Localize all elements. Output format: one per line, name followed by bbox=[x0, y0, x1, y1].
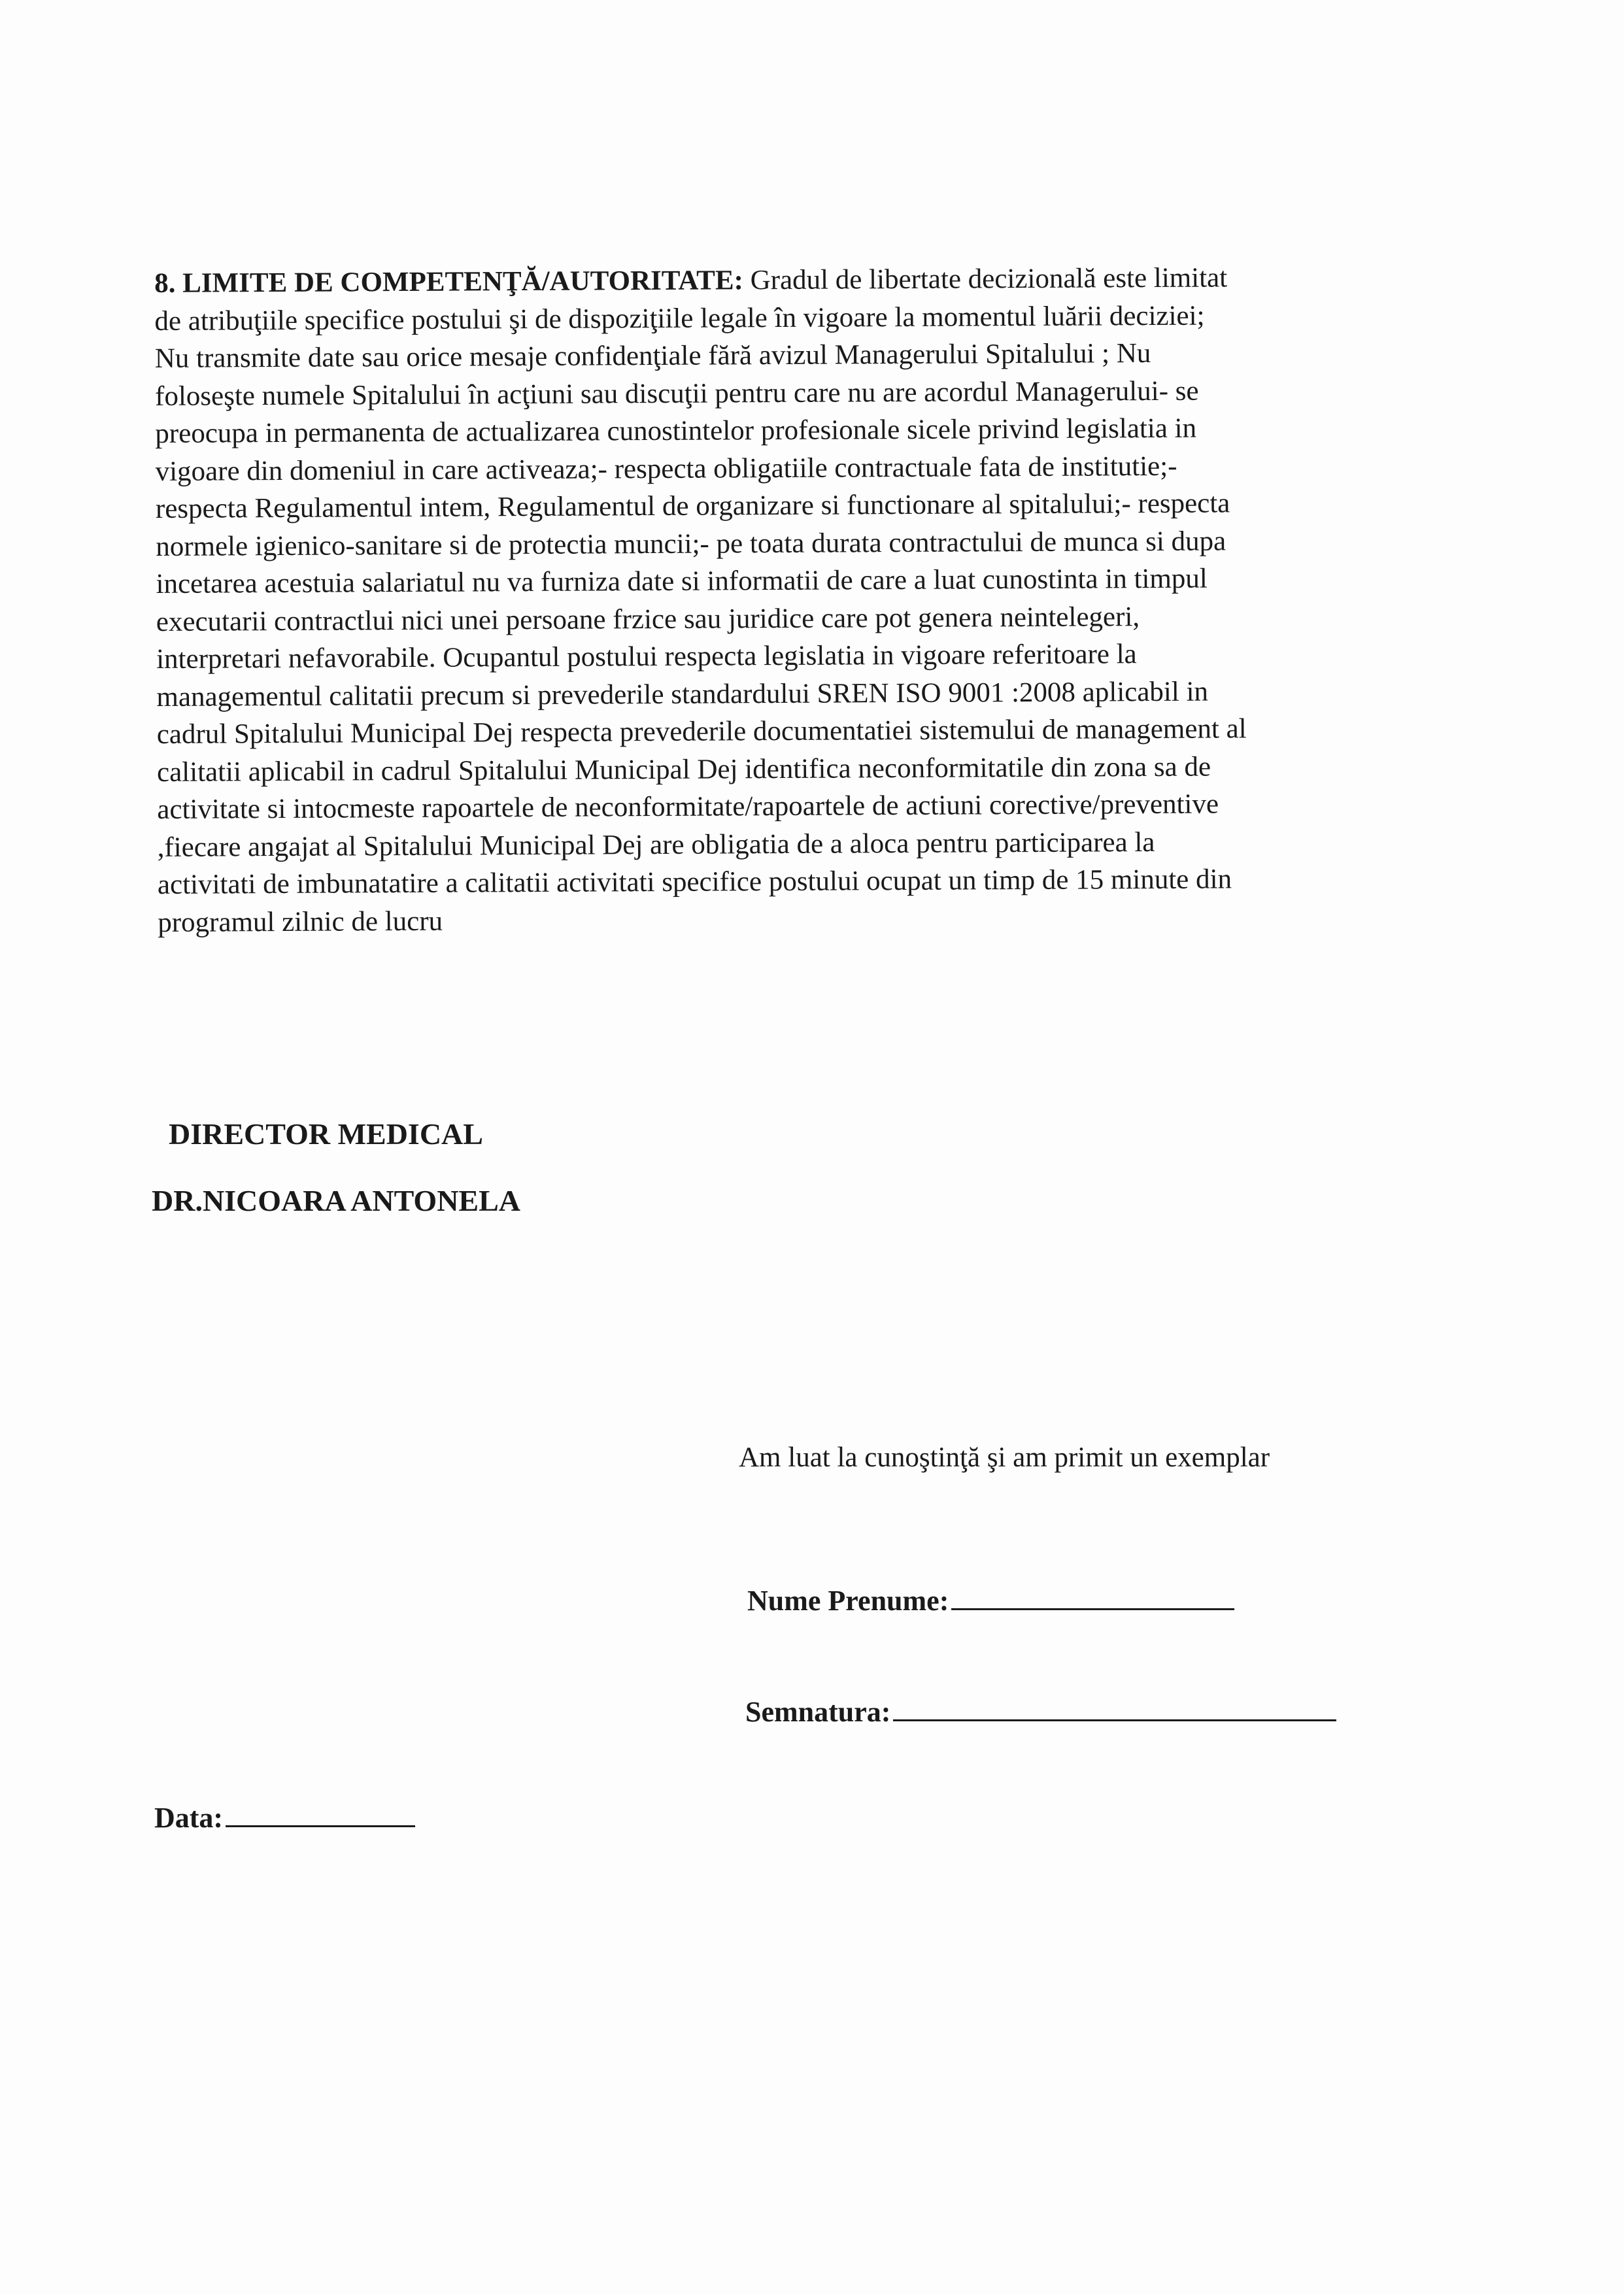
acknowledgement-text: Am luat la cunoştinţă şi am primit un exemplar bbox=[739, 1442, 1270, 1473]
paragraph-line: activitati de imbunatatire a calitatii activitati specifice postului ocupat un timp de 15 minute din bbox=[157, 864, 1232, 900]
signature-label: Semnatura: bbox=[745, 1696, 891, 1728]
date-field bbox=[154, 1799, 415, 1834]
paragraph-line: interpretari nefavorabile. Ocupantul postului respecta legislatia in vigoare referitoare la bbox=[156, 639, 1137, 675]
signature-blank-line[interactable] bbox=[893, 1693, 1336, 1721]
paragraph-line: Nu transmite date sau orice mesaje confidenţiale fără avizul Managerului Spitalului ; Nu bbox=[154, 338, 1151, 374]
paragraph-line: incetarea acestuia salariatul nu va furniza date si informatii de care a luat cunostinta in timpul bbox=[156, 563, 1208, 599]
paragraph-line: preocupa in permanenta de actualizarea cunostintelor profesionale sicele privind legislatia in bbox=[155, 413, 1197, 449]
name-label: Nume Prenume: bbox=[747, 1585, 949, 1617]
date-blank-line[interactable] bbox=[226, 1799, 415, 1827]
competence-limits-section bbox=[154, 258, 1396, 941]
paragraph-line: managementul calitatii precum si prevederile standardului SREN ISO 9001 :2008 aplicabil in bbox=[156, 676, 1209, 713]
paragraph-line: normele igienico-sanitare si de protectia muncii;- pe toata durata contractului de munca si dupa bbox=[156, 525, 1226, 562]
date-label: Data: bbox=[154, 1802, 224, 1834]
name-field bbox=[747, 1582, 1234, 1617]
paragraph-line: cadrul Spitalului Municipal Dej respecta prevederile documentatiei sistemului de management al bbox=[156, 713, 1247, 750]
paragraph-line: de atribuţiile specifice postului şi de dispoziţiile legale în vigoare la momentul luării deciziei; bbox=[154, 300, 1205, 337]
paragraph-line: respecta Regulamentul intem, Regulamentul de organizare si functionare al spitalului;- respecta bbox=[155, 488, 1230, 524]
paragraph-line-1 bbox=[154, 258, 1393, 302]
paragraph-line: executarii contractlui nici unei persoane frzice sau juridice care pot genera neintelegeri, bbox=[156, 601, 1140, 637]
signature-field bbox=[745, 1693, 1336, 1729]
paragraph-text: Gradul de libertate decizională este limitat bbox=[743, 262, 1228, 296]
signatory-name: DR.NICOARA ANTONELA bbox=[152, 1184, 521, 1217]
paragraph-line: foloseşte numele Spitalului în acţiuni sau discuţii pentru care nu are acordul Managerului- se bbox=[154, 375, 1199, 412]
section-heading: 8. LIMITE DE COMPETENŢĂ/AUTORITATE: bbox=[154, 265, 743, 299]
paragraph-line: ,fiecare angajat al Spitalului Municipal Dej are obligatia de a aloca pentru participarea la bbox=[157, 826, 1155, 863]
signatory-title: DIRECTOR MEDICAL bbox=[169, 1117, 483, 1151]
name-blank-line[interactable] bbox=[951, 1582, 1234, 1610]
paragraph-line: vigoare din domeniul in care activeaza;- respecta obligatiile contractuale fata de institutie;- bbox=[155, 450, 1177, 487]
paragraph-line: programul zilnic de lucru bbox=[158, 905, 443, 938]
paragraph-line: activitate si intocmeste rapoartele de neconformitate/rapoartele de actiuni corective/preventive bbox=[157, 788, 1219, 825]
paragraph-line: calitatii aplicabil in cadrul Spitalului Municipal Dej identifica neconformitatile din zona sa de bbox=[156, 751, 1211, 788]
